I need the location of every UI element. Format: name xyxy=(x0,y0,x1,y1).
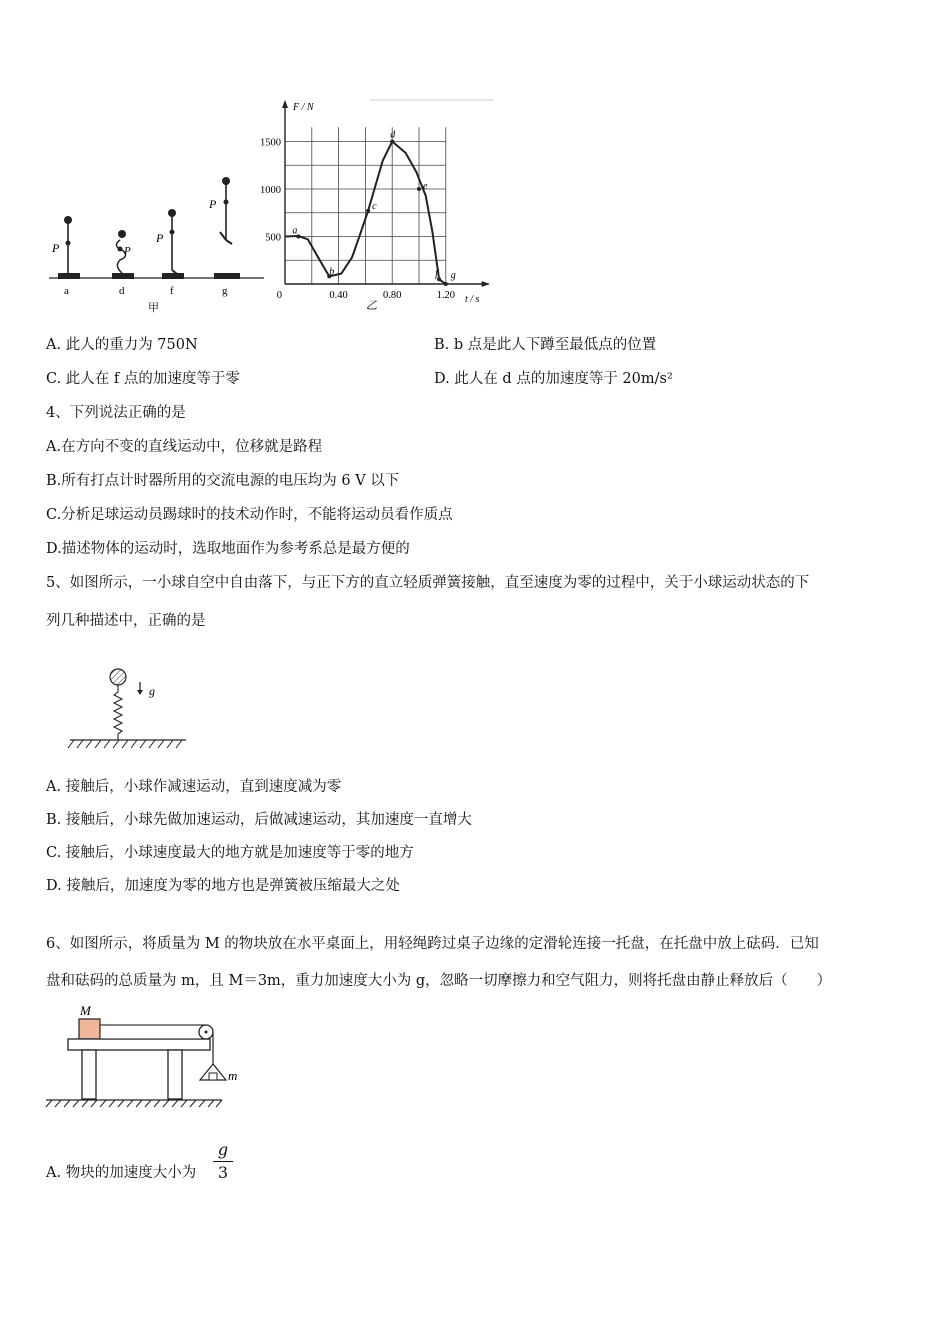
chart-point xyxy=(366,209,370,213)
q6-table-pulley-figure xyxy=(44,1000,244,1110)
x-tick-label: 1.20 xyxy=(436,290,455,301)
x-tick-label: 0.40 xyxy=(329,290,348,301)
figure-jia xyxy=(44,170,269,315)
label-g: g xyxy=(222,285,228,297)
svg-text:P: P xyxy=(209,197,217,211)
label-d: d xyxy=(119,285,125,297)
figure-yi-chart xyxy=(245,92,505,314)
q5-ball-spring-figure xyxy=(66,662,190,752)
chart-point xyxy=(444,282,448,286)
chart-point xyxy=(417,187,421,191)
q5-option-b: B. 接触后，小球先做加速运动，后做减速运动，其加速度一直增大 xyxy=(46,812,472,828)
q3-option-a: A. 此人的重力为 750N xyxy=(46,337,198,353)
chart-point-labels xyxy=(292,130,455,287)
x-axis-arrow-icon xyxy=(482,281,490,287)
q4-option-d: D.描述物体的运动时，选取地面作为参考系总是最方便的 xyxy=(46,541,410,557)
x-axis-label: t / s xyxy=(465,294,480,305)
g-label: g xyxy=(149,684,155,698)
block-m xyxy=(79,1019,100,1039)
spring xyxy=(114,685,122,740)
svg-text:P: P xyxy=(124,245,131,257)
ball xyxy=(110,669,126,685)
chart-ticks xyxy=(260,138,455,302)
q4-stem: 4、下列说法正确的是 xyxy=(46,405,186,421)
svg-text:P: P xyxy=(156,231,164,245)
pan-m-label: m xyxy=(228,1068,238,1083)
x-tick-label: 0 xyxy=(276,290,282,301)
fraction-numerator: g xyxy=(217,1140,229,1159)
y-tick-label: 500 xyxy=(265,232,281,244)
chart-point-label: a xyxy=(292,225,298,237)
y-tick-label: 1000 xyxy=(260,185,281,196)
y-tick-label: 1500 xyxy=(260,137,281,149)
chart-point-label: f xyxy=(435,268,438,280)
label-f: f xyxy=(170,285,174,297)
point-p-label-a: P xyxy=(52,241,60,255)
q3-option-b: B. b 点是此人下蹲至最低点的位置 xyxy=(434,337,657,353)
block-m-label: M xyxy=(80,1003,91,1018)
chart-axes xyxy=(282,100,490,287)
q5-option-c: C. 接触后，小球速度最大的地方就是加速度等于零的地方 xyxy=(46,845,414,861)
q6-stem-line1: 6、如图所示，将质量为 M 的物块放在水平桌面上，用轻绳跨过桌子边缘的定滑轮连接一托盘，在托盘中放上砝码．已知 xyxy=(46,936,819,952)
caption-jia: 甲 xyxy=(148,302,159,314)
q4-option-c: C.分析足球运动员踢球时的技术动作时，不能将运动员看作质点 xyxy=(46,507,453,523)
chart-point-label: e xyxy=(423,181,428,192)
q5-stem-line1: 5、如图所示，一小球自空中自由落下，与正下方的直立轻质弹簧接触，直至速度为零的过程中，关于小球运动状态的下 xyxy=(46,575,810,591)
chart-grid xyxy=(285,127,446,284)
chart-point-label: b xyxy=(329,266,335,278)
tabletop xyxy=(68,1039,210,1050)
label-a: a xyxy=(64,285,69,297)
chart-point-label: d xyxy=(390,129,396,141)
chart-point-label: c xyxy=(372,200,377,212)
q5-stem-line2: 列几种描述中，正确的是 xyxy=(46,613,206,629)
q6-option-a: A. 物块的加速度大小为 xyxy=(46,1165,197,1181)
y-axis-arrow-icon xyxy=(282,100,288,108)
q5-option-a: A. 接触后，小球作减速运动，直到速度减为零 xyxy=(46,779,342,795)
chart-point-label: g xyxy=(450,270,456,281)
q3-option-d: D. 此人在 d 点的加速度等于 20m/s² xyxy=(434,371,673,387)
y-axis-label: F / N xyxy=(293,102,314,113)
q4-option-b: B.所有打点计时器所用的交流电源的电压均为 6 V 以下 xyxy=(46,473,400,489)
q3-option-c: C. 此人在 f 点的加速度等于零 xyxy=(46,371,240,387)
q6-option-a-fraction xyxy=(213,1140,233,1183)
q6-stem-line2: 盘和砝码的总质量为 m，且 M＝3m，重力加速度大小为 g，忽略一切摩擦力和空气阻力，则将托盘由静止释放后（ ） xyxy=(46,973,832,989)
q5-option-d: D. 接触后，加速度为零的地方也是弹簧被压缩最大之处 xyxy=(46,878,400,894)
q4-option-a: A.在方向不变的直线运动中，位移就是路程 xyxy=(46,439,323,455)
x-tick-label: 0.80 xyxy=(383,290,402,301)
fraction-denominator: 3 xyxy=(217,1163,229,1182)
caption-yi: 乙 xyxy=(366,300,377,312)
